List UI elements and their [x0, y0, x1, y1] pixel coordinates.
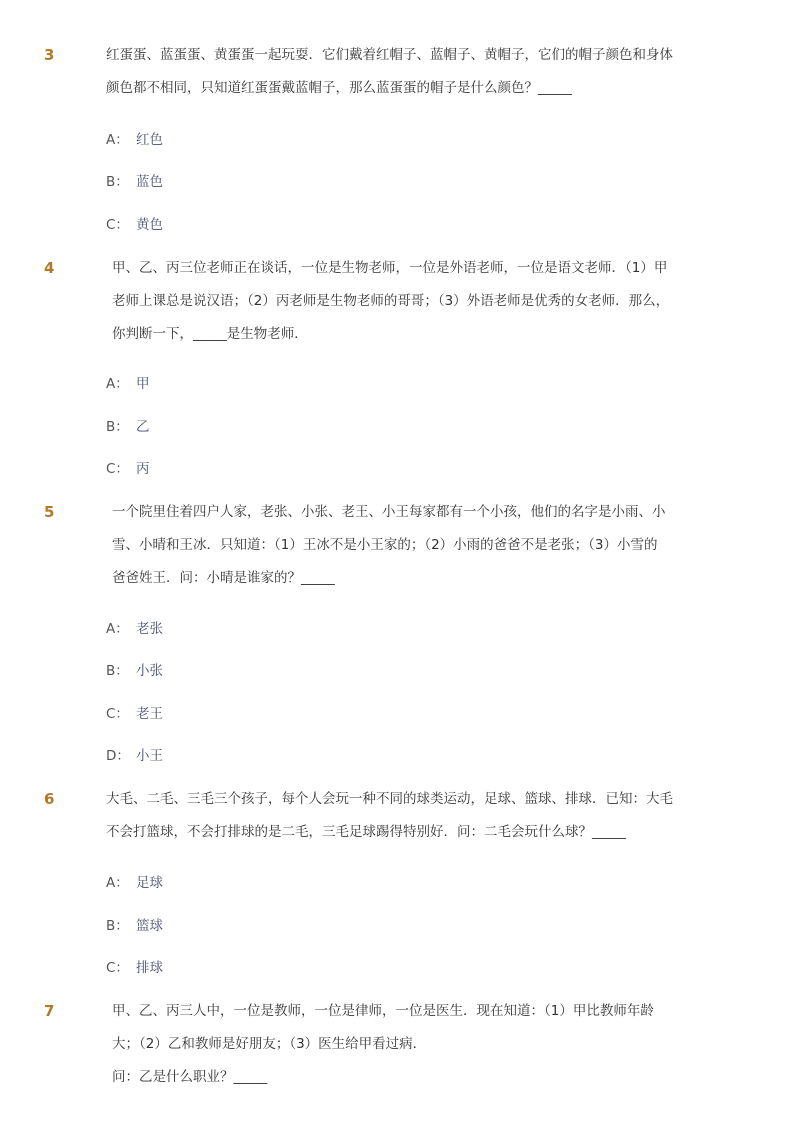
option-b[interactable] [106, 418, 150, 436]
option-key: B： [106, 663, 129, 679]
option-c[interactable] [106, 216, 163, 234]
option-a[interactable] [106, 131, 163, 149]
option-key: A： [106, 875, 129, 891]
question-line: 红蛋蛋、蓝蛋蛋、黄蛋蛋一起玩耍．它们戴着红帽子、蓝帽子、黄帽子，它们的帽子颜色和身体 [106, 47, 673, 63]
question-line: 问：乙是什么职业？_____ [112, 1069, 268, 1085]
option-text: 乙 [136, 419, 150, 435]
question-line: 爸爸姓王．问：小晴是谁家的？_____ [112, 570, 335, 586]
question-line: 你判断一下，_____是生物老师． [112, 326, 308, 342]
question-line: 甲、乙、丙三人中，一位是教师，一位是律师，一位是医生．现在知道：（1）甲比教师年龄 [112, 1003, 654, 1019]
option-text: 足球 [136, 875, 163, 891]
option-text: 篮球 [136, 918, 163, 934]
option-key: D： [106, 748, 130, 764]
question-line: 大；（2）乙和教师是好朋友；（3）医生给甲看过病． [112, 1036, 427, 1052]
question-number: 4 [44, 259, 55, 277]
option-c[interactable] [106, 460, 150, 478]
question-text [106, 39, 673, 105]
option-text: 甲 [136, 376, 150, 392]
option-key: C： [106, 461, 129, 477]
option-text: 老张 [136, 621, 163, 637]
question-number: 5 [44, 503, 55, 521]
option-c[interactable] [106, 705, 163, 723]
option-text: 小张 [136, 663, 163, 679]
option-key: B： [106, 419, 129, 435]
option-key: B： [106, 918, 129, 934]
option-a[interactable] [106, 874, 163, 892]
option-d[interactable] [106, 747, 163, 765]
option-a[interactable] [106, 620, 163, 638]
option-key: A： [106, 621, 129, 637]
question-number: 3 [44, 46, 55, 64]
option-key: A： [106, 376, 129, 392]
option-text: 小王 [136, 748, 163, 764]
question-line: 老师上课总是说汉语；（2）丙老师是生物老师的哥哥；（3）外语老师是优秀的女老师．那么， [112, 293, 670, 309]
option-text: 老王 [136, 706, 163, 722]
option-key: C： [106, 960, 129, 976]
question-line: 甲、乙、丙三位老师正在谈话，一位是生物老师，一位是外语老师，一位是语文老师．（1）甲 [112, 260, 668, 276]
option-b[interactable] [106, 662, 163, 680]
option-key: C： [106, 217, 129, 233]
question-number: 6 [44, 790, 55, 808]
option-key: B： [106, 174, 129, 190]
question-text [112, 995, 654, 1094]
option-key: C： [106, 706, 129, 722]
question-text [112, 496, 666, 595]
question-number: 7 [44, 1002, 55, 1020]
question-line: 不会打篮球，不会打排球的是二毛，三毛足球踢得特别好．问：二毛会玩什么球？_____ [106, 824, 626, 840]
question-line: 大毛、二毛、三毛三个孩子，每个人会玩一种不同的球类运动，足球、篮球、排球．已知：大毛 [106, 791, 673, 807]
option-text: 丙 [136, 461, 150, 477]
option-a[interactable] [106, 375, 150, 393]
option-key: A： [106, 132, 129, 148]
option-text: 红色 [136, 132, 163, 148]
option-text: 排球 [136, 960, 163, 976]
question-line: 一个院里住着四户人家，老张、小张、老王、小王每家都有一个小孩，他们的名字是小雨、小 [112, 504, 666, 520]
option-c[interactable] [106, 959, 163, 977]
question-text [112, 252, 669, 351]
option-text: 黄色 [136, 217, 163, 233]
option-text: 蓝色 [136, 174, 163, 190]
question-line: 雪、小晴和王冰．只知道：（1）王冰不是小王家的；（2）小雨的爸爸不是老张；（3）小雪的 [112, 537, 658, 553]
question-line: 颜色都不相同，只知道红蛋蛋戴蓝帽子，那么蓝蛋蛋的帽子是什么颜色？_____ [106, 80, 572, 96]
question-text [106, 783, 673, 849]
option-b[interactable] [106, 173, 163, 191]
option-b[interactable] [106, 917, 163, 935]
